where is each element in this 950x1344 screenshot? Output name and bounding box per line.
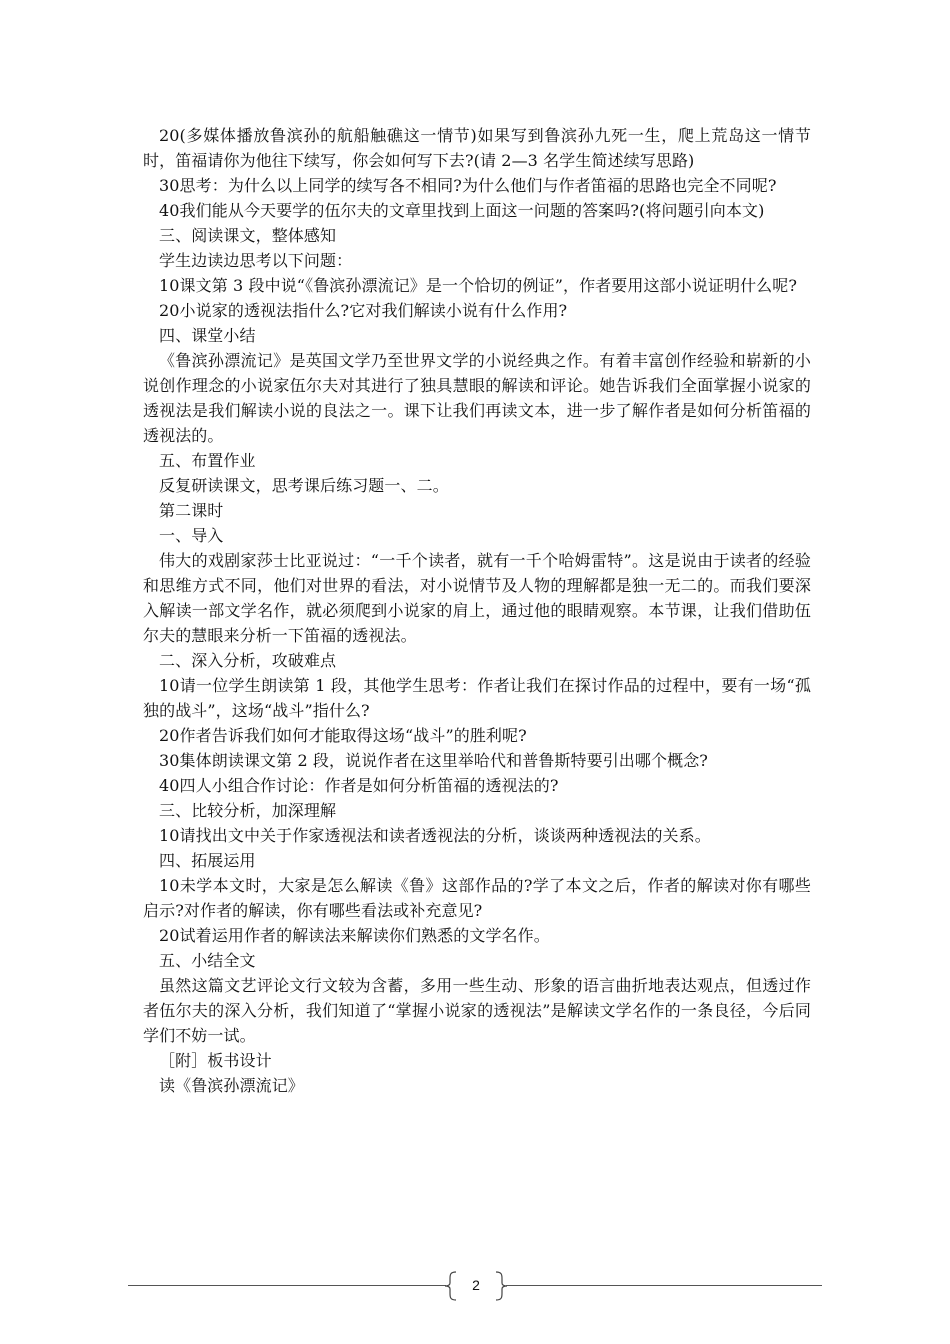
- paragraph-19: 40四人小组合作讨论：作者是如何分析笛福的透视法的?: [159, 776, 559, 795]
- paragraph-9: 《鲁滨孙漂流记》是英国文学乃至世界文学的小说经典之作。有着丰富创作经验和崭新的小说创作理念的小说家伍尔夫对其进行了独具慧眼的解读和评论。她告诉我们全面掌握小说家的透视法是我们解读小说的良法之一。课下让我们再读文本，进一步了解作者是如何分析笛福的透视法的。: [143, 351, 811, 445]
- board-design-title: 读《鲁滨孙漂流记》: [159, 1076, 304, 1095]
- section-heading-analysis: 二、深入分析，攻破难点: [159, 651, 337, 670]
- left-brace-icon: [444, 1271, 458, 1301]
- paragraph-11: 反复研读课文，思考课后练习题一、二。: [159, 476, 449, 495]
- section-heading-reading: 三、阅读课文，整体感知: [159, 226, 337, 245]
- footer-rule-right: [506, 1285, 822, 1286]
- section-heading-intro: 一、导入: [159, 526, 224, 545]
- right-brace-icon: [494, 1271, 508, 1301]
- page-number: 2: [472, 1277, 480, 1293]
- paragraph-7: 20小说家的透视法指什么?它对我们解读小说有什么作用?: [159, 301, 568, 320]
- paragraph-5: 学生边读边思考以下问题：: [159, 251, 353, 270]
- paragraph-2: 30思考：为什么以上同学的续写各不相同?为什么他们与作者笛福的思路也完全不同呢?: [159, 176, 777, 195]
- paragraph-6: 10课文第 3 段中说“《鲁滨孙漂流记》是一个恰切的例证”，作者要用这部小说证明什么呢?: [159, 276, 798, 295]
- section-heading-summary: 四、课堂小结: [159, 326, 256, 345]
- document-body: [143, 123, 811, 1098]
- paragraph-23: 10未学本文时，大家是怎么解读《鲁》这部作品的?学了本文之后，作者的解读对你有哪些启示?对作者的解读，你有哪些看法或补充意见?: [143, 876, 811, 920]
- lesson-heading-second: 第二课时: [159, 501, 224, 520]
- section-heading-extension: 四、拓展运用: [159, 851, 256, 870]
- page-footer: [0, 1268, 950, 1304]
- paragraph-1: 20(多媒体播放鲁滨孙的航船触礁这一情节)如果写到鲁滨孙九死一生，爬上荒岛这一情节时，笛福请你为他往下续写，你会如何写下去?(请 2—3 名学生简述续写思路): [143, 126, 811, 170]
- section-heading-conclusion: 五、小结全文: [159, 951, 256, 970]
- paragraph-26: 虽然这篇文艺评论文行文较为含蓄，多用一些生动、形象的语言曲折地表达观点，但透过作者伍尔夫的深入分析，我们知道了“掌握小说家的透视法”是解读文学名作的一条良径，今后同学们不妨一试。: [143, 976, 811, 1045]
- paragraph-18: 30集体朗读课文第 2 段，说说作者在这里举哈代和普鲁斯特要引出哪个概念?: [159, 751, 708, 770]
- paragraph-24: 20试着运用作者的解读法来解读你们熟悉的文学名作。: [159, 926, 550, 945]
- section-heading-comparison: 三、比较分析，加深理解: [159, 801, 337, 820]
- section-heading-homework: 五、布置作业: [159, 451, 256, 470]
- paragraph-3: 40我们能从今天要学的伍尔夫的文章里找到上面这一问题的答案吗?(将问题引向本文): [159, 201, 765, 220]
- board-design-heading: ［附］板书设计: [159, 1051, 272, 1070]
- paragraph-14: 伟大的戏剧家莎士比亚说过：“一千个读者，就有一千个哈姆雷特”。这是说由于读者的经验和思维方式不同，他们对世界的看法，对小说情节及人物的理解都是独一无二的。而我们要深入解读一部文学名作，就必须爬到小说家的肩上，通过他的眼睛观察。本节课，让我们借助伍尔夫的慧眼来分析一下笛福的透视法。: [143, 551, 811, 645]
- footer-rule-left: [128, 1285, 446, 1286]
- paragraph-16: 10请一位学生朗读第 1 段，其他学生思考：作者让我们在探讨作品的过程中，要有一场“孤独的战斗”，这场“战斗”指什么?: [143, 676, 811, 720]
- paragraph-17: 20作者告诉我们如何才能取得这场“战斗”的胜利呢?: [159, 726, 527, 745]
- paragraph-21: 10请找出文中关于作家透视法和读者透视法的分析，谈谈两种透视法的关系。: [159, 826, 711, 845]
